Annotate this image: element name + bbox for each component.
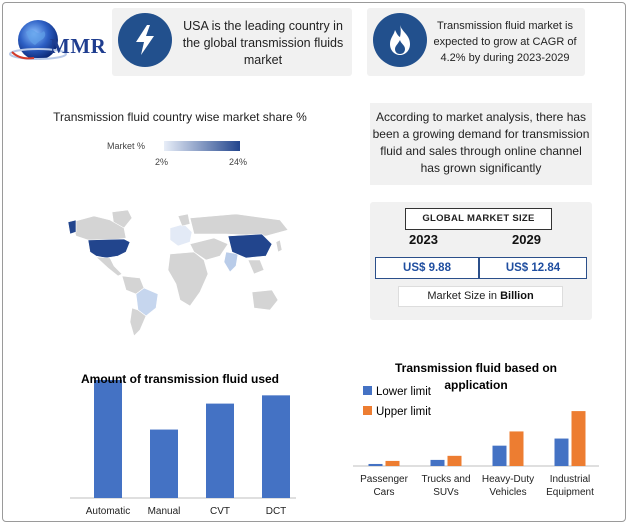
cagr-card-text: Transmission fluid market is expected to grow at CAGR of 4.2% by during 2023-2029 bbox=[433, 20, 577, 64]
bar-industrial-equipment-upper bbox=[572, 411, 586, 466]
tick-label-manual: Manual bbox=[147, 506, 181, 517]
map-legend-min: 2% bbox=[155, 157, 169, 167]
market-size-unit bbox=[398, 286, 563, 307]
logo-text: MMR bbox=[50, 34, 107, 58]
chart-left-title: Amount of transmission fluid used bbox=[80, 372, 280, 386]
usa-leading-card bbox=[112, 8, 352, 76]
legend-swatch-1 bbox=[363, 406, 372, 415]
year-2023: 2023 bbox=[409, 232, 438, 247]
map-australia bbox=[252, 290, 278, 310]
market-value-2023: US$ 9.88 bbox=[375, 257, 479, 279]
map-legend-label: Market % bbox=[107, 141, 146, 151]
flame-icon bbox=[373, 13, 427, 67]
tick-label-2-line1: Heavy-Duty bbox=[481, 474, 535, 485]
tick-label-dct: DCT bbox=[265, 506, 287, 517]
map-mexico bbox=[96, 257, 122, 276]
map-india bbox=[224, 252, 238, 272]
map-alaska bbox=[68, 220, 76, 234]
tick-label-0-line1: Passenger bbox=[360, 474, 408, 485]
bar-manual bbox=[150, 430, 178, 498]
tick-label-cvt: CVT bbox=[210, 506, 230, 517]
map-southeast-asia bbox=[248, 260, 264, 274]
cagr-card bbox=[367, 8, 585, 76]
bar-cvt bbox=[206, 404, 234, 498]
market-size-unit-bold: Billion bbox=[500, 290, 534, 302]
map-europe bbox=[170, 224, 192, 246]
bar-industrial-equipment-lower bbox=[555, 439, 569, 466]
fluid-used-bar-chart bbox=[60, 368, 310, 523]
lightning-bolt-icon bbox=[118, 13, 172, 67]
bar-heavy-duty-vehicles-upper bbox=[510, 431, 524, 466]
chart-right-title-line1: Transmission fluid based on bbox=[394, 361, 558, 375]
map-title: Transmission fluid country wise market share % bbox=[53, 110, 307, 124]
tick-label-0-line2: Cars bbox=[373, 487, 395, 498]
bar-passenger-cars-upper bbox=[386, 461, 400, 466]
bar-dct bbox=[262, 395, 290, 498]
legend-label-0: Lower limit bbox=[376, 386, 431, 398]
tick-label-3-line2: Equipment bbox=[546, 487, 594, 498]
map-japan bbox=[276, 240, 282, 252]
tick-label-automatic: Automatic bbox=[85, 506, 131, 517]
bar-passenger-cars-lower bbox=[369, 464, 383, 466]
map-legend-gradient bbox=[164, 141, 240, 151]
legend-swatch-0 bbox=[363, 386, 372, 395]
year-2029: 2029 bbox=[512, 232, 541, 247]
bar-automatic bbox=[94, 380, 122, 498]
map-africa bbox=[168, 252, 208, 306]
bar-heavy-duty-vehicles-lower bbox=[493, 446, 507, 466]
market-value-2029: US$ 12.84 bbox=[479, 257, 587, 279]
map-usa bbox=[88, 239, 130, 258]
usa-card-text: USA is the leading country in the global transmission fluids market bbox=[182, 19, 344, 67]
tick-label-2-line2: Vehicles bbox=[489, 487, 527, 498]
map-russia bbox=[190, 214, 288, 236]
world-map bbox=[66, 208, 298, 338]
chart-right-title-line2: application bbox=[444, 378, 508, 392]
global-market-size-panel bbox=[370, 202, 592, 320]
map-legend-max: 24% bbox=[229, 157, 248, 167]
legend-label-1: Upper limit bbox=[376, 406, 431, 418]
tick-label-1-line1: Trucks and bbox=[421, 474, 471, 485]
bar-trucks-and-suvs-upper bbox=[448, 456, 462, 466]
tick-label-3-line1: Industrial bbox=[549, 474, 591, 485]
bar-trucks-and-suvs-lower bbox=[431, 460, 445, 466]
global-market-size-title: GLOBAL MARKET SIZE bbox=[405, 208, 552, 230]
application-bar-chart bbox=[345, 355, 600, 515]
market-size-unit-prefix: Market Size in bbox=[427, 290, 501, 302]
tick-label-1-line2: SUVs bbox=[433, 487, 459, 498]
analysis-text: According to market analysis, there has been a growing demand for transmission fluid and sales through online channel has grown significantly bbox=[370, 103, 592, 185]
map-scandinavia bbox=[178, 214, 190, 226]
